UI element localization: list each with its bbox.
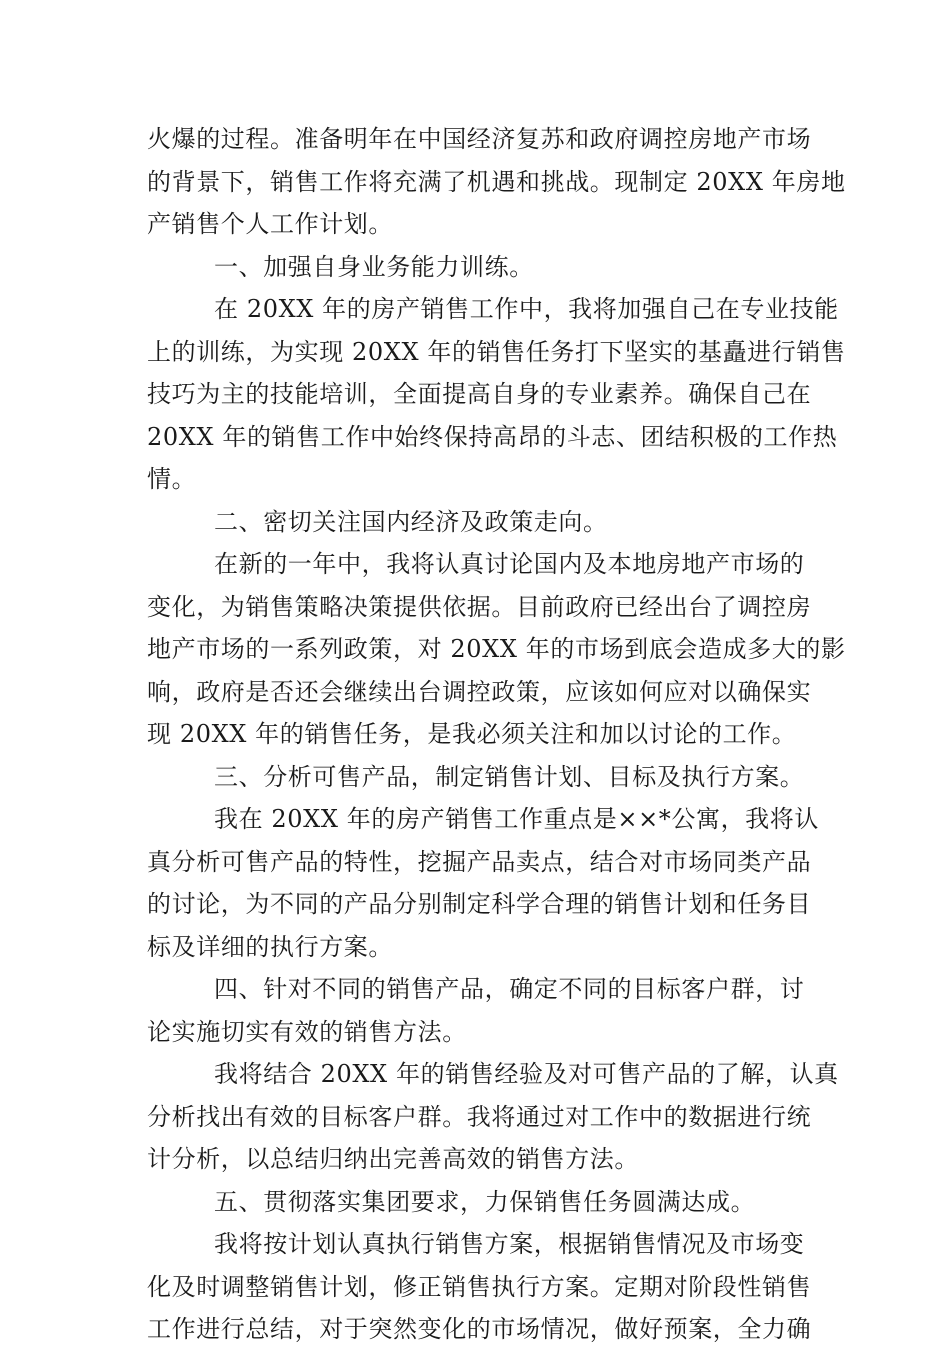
text-line: 在 20XX 年的房产销售工作中，我将加强自己在专业技能 [214,295,839,323]
document-body [147,118,846,1351]
text-line: 我在 20XX 年的房产销售工作重点是××*公寓，我将认 [214,805,819,833]
text-line: 技巧为主的技能培训，全面提高自身的专业素养。确保自己在 [147,380,812,408]
text-line: 火爆的过程。准备明年在中国经济复苏和政府调控房地产市场 [147,125,812,153]
text-line: 在新的一年中，我将认真讨论国内及本地房地产市场的 [214,550,805,578]
section-heading-1: 一、加强自身业务能力训练。 [214,252,534,281]
section-heading-3: 三、分析可售产品，制定销售计划、目标及执行方案。 [214,762,805,791]
section-heading-2: 二、密切关注国内经济及政策走向。 [214,507,608,536]
text-line: 我将按计划认真执行销售方案，根据销售情况及市场变 [214,1230,805,1258]
text-line: 的讨论，为不同的产品分别制定科学合理的销售计划和任务目 [147,890,812,918]
text-line: 上的训练，为实现 20XX 年的销售任务打下坚实的基矗进行销售 [147,337,846,366]
text-line: 化及时调整销售计划，修正销售执行方案。定期对阶段性销售 [147,1272,812,1301]
text-line: 20XX 年的销售工作中始终保持高昂的斗志、团结积极的工作热 [147,422,838,451]
text-line: 产销售个人工作计划。 [147,210,393,238]
text-line: 情。 [147,465,197,493]
text-line: 地产市场的一系列政策，对 20XX 年的市场到底会造成多大的影 [147,635,846,663]
text-line: 计分析，以总结归纳出完善高效的销售方法。 [147,1145,639,1173]
text-line: 我将结合 20XX 年的销售经验及对可售产品的了解，认真 [214,1060,839,1088]
text-line: 现 20XX 年的销售任务，是我必须关注和加以讨论的工作。 [147,720,797,748]
text-line: 工作进行总结，对于突然变化的市场情况，做好预案，全力确 [147,1315,812,1343]
section-heading-5: 五、贯彻落实集团要求，力保销售任务圆满达成。 [214,1187,756,1216]
text-line: 变化，为销售策略决策提供依据。目前政府已经出台了调控房 [147,592,812,621]
text-line: 论实施切实有效的销售方法。 [147,1017,467,1046]
text-line: 真分析可售产品的特性，挖掘产品卖点，结合对市场同类产品 [147,847,812,876]
text-line: 标及详细的执行方案。 [147,932,393,961]
text-line: 的背景下，销售工作将充满了机遇和挑战。现制定 20XX 年房地 [147,167,846,196]
text-line: 分析找出有效的目标客户群。我将通过对工作中的数据进行统 [147,1102,812,1131]
section-heading-4: 四、针对不同的销售产品，确定不同的目标客户群，讨 [214,975,805,1003]
text-line: 响，政府是否还会继续出台调控政策，应该如何应对以确保实 [147,677,812,706]
